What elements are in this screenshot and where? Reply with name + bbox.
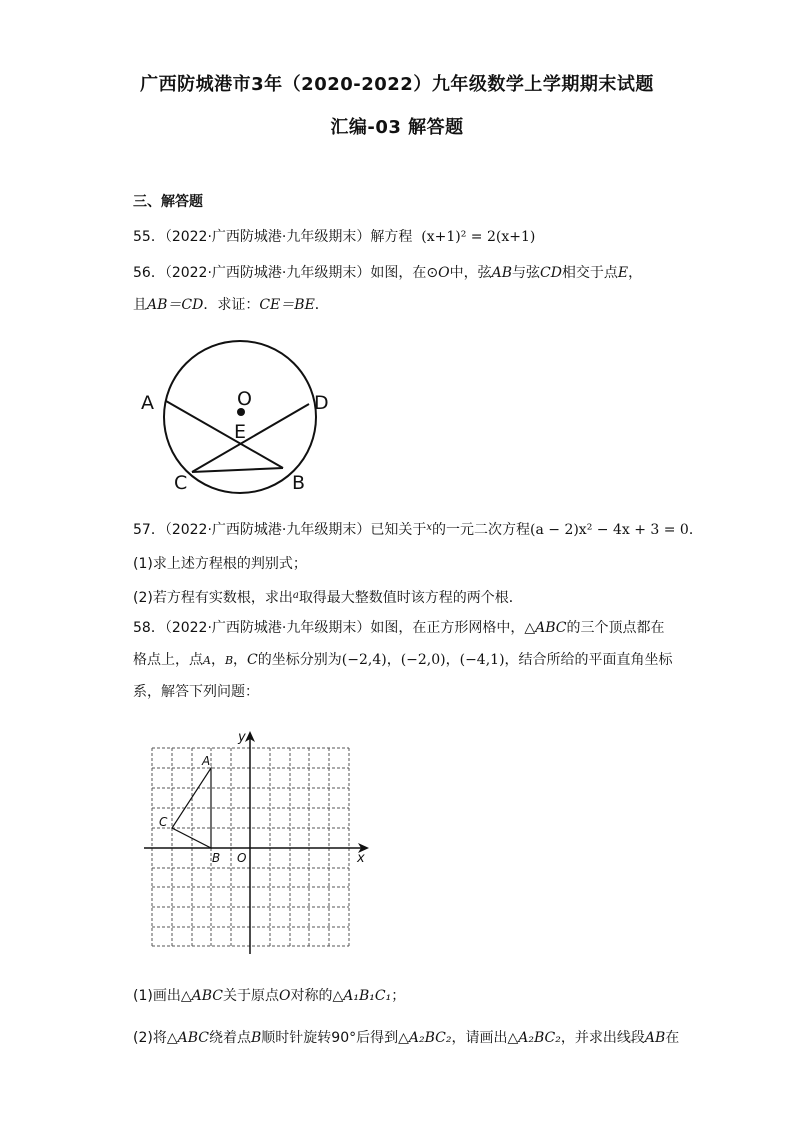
page-title-line1: 广西防城港市3年（2020-2022）九年级数学上学期期末试题 — [140, 74, 654, 95]
label-o: O — [237, 388, 252, 410]
label-y: y — [238, 730, 246, 745]
question-58-part1: (1)画出△ABC关于原点O对称的△A₁B₁C₁； — [133, 988, 406, 1004]
section-heading: 三、解答题 — [133, 194, 203, 210]
question-57-part2: (2)若方程有实数根，求出$^a$取得最大整数值时该方程的两个根． — [133, 590, 523, 606]
label-grid-c: C — [159, 815, 168, 829]
circle-figure — [135, 335, 345, 500]
question-56-line1: 56．（2022·广西防城港·九年级期末）如图，在⊙O中，弦AB与弦CD相交于点E， — [133, 265, 643, 281]
label-grid-b: B — [212, 851, 221, 865]
question-57-part1: (1)求上述方程根的判别式； — [133, 556, 307, 572]
question-56-line2: 且AB＝CD．求证：CE＝BE． — [133, 297, 329, 313]
label-x: x — [357, 851, 365, 866]
label-c: C — [174, 472, 188, 494]
question-58-part2: (2)将△ABC绕着点B顺时针旋转90°后得到△A₂BC₂，请画出△A₂BC₂，并求出线段AB在 — [133, 1030, 680, 1046]
question-57: 57．（2022·广西防城港·九年级期末）已知关于$^x$的一元二次方程(a − 2)x² − 4x + 3 = 0． — [133, 522, 703, 538]
label-a: A — [141, 392, 154, 414]
question-58-line3: 系，解答下列问题： — [133, 684, 259, 700]
label-b: B — [292, 472, 306, 494]
label-grid-a: A — [202, 754, 211, 768]
label-e: E — [234, 421, 247, 443]
question-58-line1: 58．（2022·广西防城港·九年级期末）如图，在正方形网格中，△ABC的三个顶点都在 — [133, 620, 665, 636]
page-title-line2: 汇编-03 解答题 — [330, 117, 464, 138]
label-origin: O — [237, 851, 247, 865]
chord-cd — [192, 404, 309, 472]
segment-cb — [192, 468, 283, 472]
chord-ab — [166, 401, 283, 468]
label-d: D — [314, 392, 329, 414]
coordinate-grid-figure — [140, 728, 375, 958]
equation-55: (x+1)² = 2(x+1) — [421, 229, 536, 245]
question-58-line2: 格点上，点A，B，C的坐标分别为(−2,4)，(−2,0)，(−4,1)，结合所给的平面直角坐标 — [133, 652, 673, 668]
equation-57: (a − 2)x² − 4x + 3 = 0 — [530, 522, 689, 538]
question-55: 55．（2022·广西防城港·九年级期末）解方程 (x+1)² = 2(x+1) — [133, 229, 536, 245]
